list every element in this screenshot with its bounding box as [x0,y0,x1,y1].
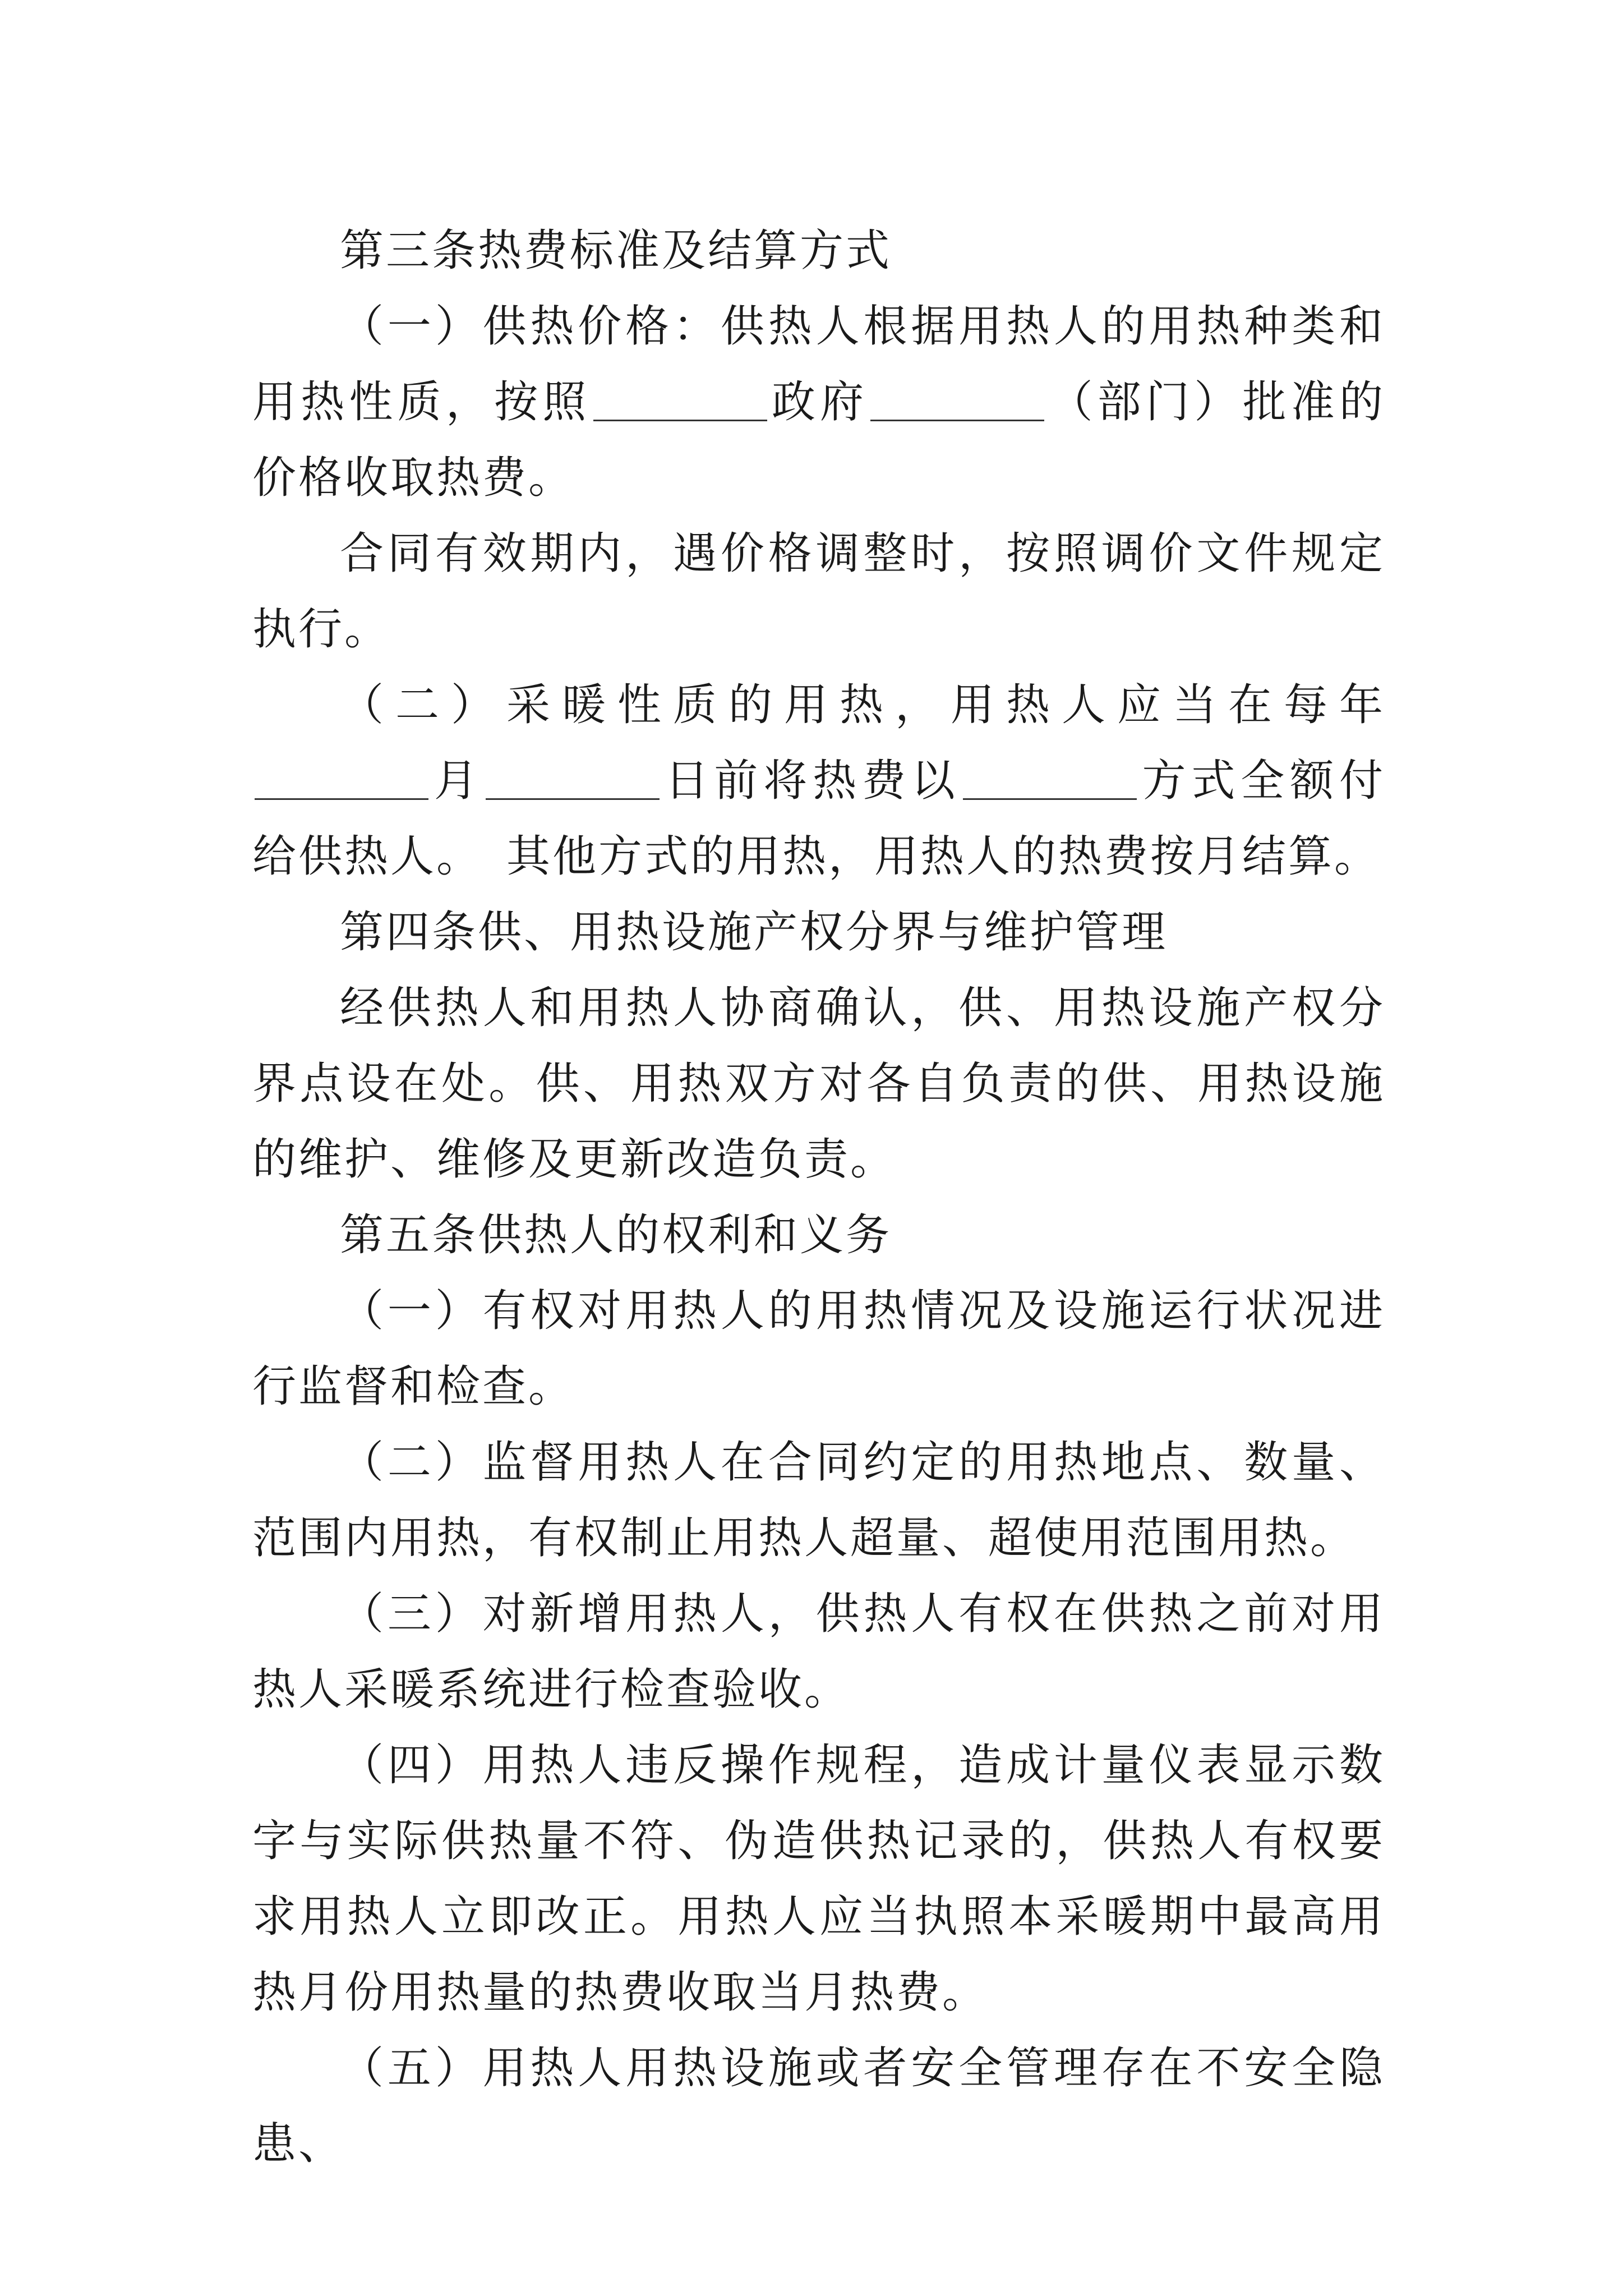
article-4-clause: 经供热人和用热人协商确认，供、用热设施产权分界点设在处。供、用热双方对各自负责的供、用热设施的维护、维修及更新改造负责。 [252,983,1385,1185]
article-5-item-1: （一）有权对用热人的用热情况及设施运行状况进行监督和检查。 [252,1286,1385,1412]
article-3-title: 第三条热费标准及结算方式 [340,226,892,276]
clause-text: 月 [431,756,483,806]
blank-field[interactable] [593,386,767,421]
blank-field[interactable] [870,386,1044,421]
clause-text: （一）供热价格：供热人根据用热人的用热种类和用热性质，按照 [252,301,1385,427]
article-5-item-3: （三）对新增用热人，供热人有权在供热之前对用热人采暖系统进行检查验收。 [252,1589,1385,1715]
clause-text: （二）采暖性质的用热，用热人应当在每年 [340,680,1385,730]
article-3-clause-2 [252,668,1385,895]
article-3-clause-1 [252,289,1385,516]
document-body [252,213,1385,2182]
blank-field[interactable] [255,765,428,800]
blank-field[interactable] [486,765,660,800]
clause-text: （部门）批准的价格收取热费。 [252,377,1385,503]
blank-field[interactable] [963,765,1137,800]
clause-text: 政府 [769,377,869,427]
article-5-title: 第五条供热人的权利和义务 [340,1210,892,1260]
article-3-clause-note: 合同有效期内，遇价格调整时，按照调价文件规定执行。 [252,528,1385,655]
article-5-item-4: （四）用热人违反操作规程，造成计量仪表显示数字与实际供热量不符、伪造供热记录的，供热人有权要求用热人立即改正。用热人应当执照本采暖期中最高用热月份用热量的热费收取当月热费。 [252,1740,1385,2018]
clause-text: 方式全额付给供热人。 其他方式的用热，用热人的热费按月结算。 [252,756,1385,882]
article-4-title: 第四条供、用热设施产权分界与维护管理 [340,907,1168,958]
article-5-item-2: （二）监督用热人在合同约定的用热地点、数量、范围内用热，有权制止用热人超量、超使用范围用热。 [252,1437,1385,1563]
clause-text: 日前将热费以 [661,756,961,806]
article-5-item-5: （五）用热人用热设施或者安全管理存在不安全隐患、 [252,2043,1385,2169]
